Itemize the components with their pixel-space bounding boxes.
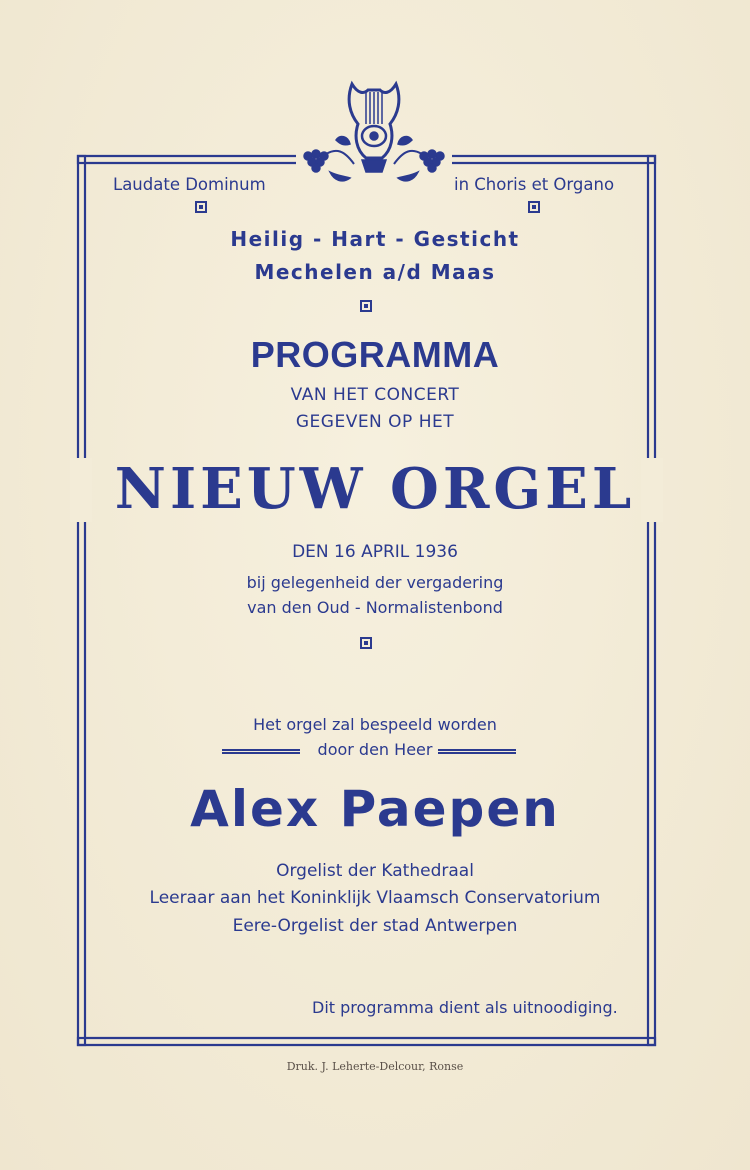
performer-intro-line-1: Het orgel zal bespeeld worden xyxy=(253,715,497,734)
concert-date: DEN 16 APRIL 1936 xyxy=(292,542,458,562)
institution-name: Heilig - Hart - Gesticht xyxy=(230,227,520,251)
concert-subtitle: VAN HET CONCERT xyxy=(290,385,460,405)
motto-left: Laudate Dominum xyxy=(113,175,266,194)
performer-title-1: Orgelist der Kathedraal xyxy=(276,861,474,881)
institution-location: Mechelen a/d Maas xyxy=(254,260,496,284)
given-on-subtitle: GEGEVEN OP HET xyxy=(295,412,455,432)
double-rule-right xyxy=(438,749,516,754)
performer-intro-line-2: door den Heer xyxy=(317,740,433,759)
performer-name: Alex Paepen xyxy=(190,780,560,838)
performer-title-3: Eere-Orgelist der stad Antwerpen xyxy=(232,916,518,936)
headline-new-organ: NIEUW ORGEL xyxy=(114,456,636,522)
invitation-note: Dit programma dient als uitnoodiging. xyxy=(312,998,618,1017)
performer-title-2: Leeraar aan het Koninklijk Vlaamsch Conservatorium xyxy=(149,888,601,908)
programme-title: PROGRAMMA xyxy=(250,334,500,375)
printer-credit: Druk. J. Leherte-Delcour, Ronse xyxy=(286,1060,464,1073)
lyre-emblem-icon xyxy=(296,80,452,192)
occasion-line-1: bij gelegenheid der vergadering xyxy=(246,573,504,592)
ornament-square-icon xyxy=(528,201,540,213)
ornament-square-icon xyxy=(360,637,372,649)
ornament-square-icon xyxy=(195,201,207,213)
ornament-square-icon xyxy=(360,300,372,312)
motto-right: in Choris et Organo xyxy=(454,175,615,194)
occasion-line-2: van den Oud - Normalistenbond xyxy=(247,598,503,617)
